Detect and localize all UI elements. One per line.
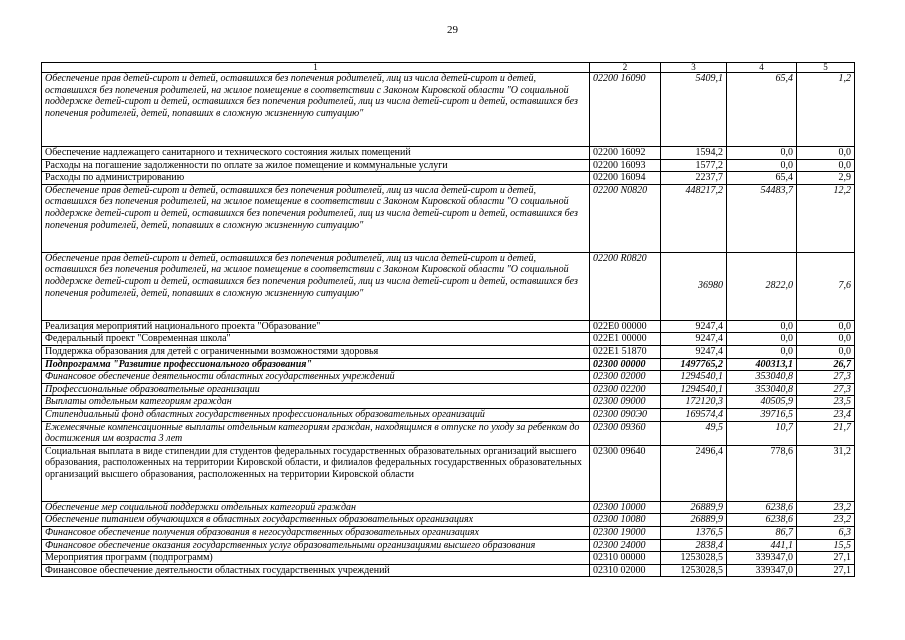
row-description: Обеспечение мер социальной поддержки отдельных категорий граждан xyxy=(42,501,590,514)
table-row xyxy=(42,73,855,147)
row-actual-value: 441,1 xyxy=(727,539,797,552)
row-percent-value: 0,0 xyxy=(797,159,855,172)
row-percent-value: 27,1 xyxy=(797,564,855,577)
header-col-5: 5 xyxy=(797,63,855,73)
header-col-1: 1 xyxy=(42,63,590,73)
row-description: Обеспечение прав детей-сирот и детей, оставшихся без попечения родителей, лиц из числа детей-сирот и детей, оставшихся без попечения родителей, на жилое помещение в соответствии с Законом Кировской области "О социальной поддержке детей-сирот и детей, оставшихся без попечения родителей, лиц из числа детей-сирот и детей, оставшихся без попечения родителей, детей, попавших в сложную жизненную ситуацию" xyxy=(42,184,590,252)
row-planned-value: 49,5 xyxy=(661,421,727,445)
row-code: 022E0 00000 xyxy=(590,320,661,333)
table-row xyxy=(42,564,855,577)
row-percent-value: 0,0 xyxy=(797,333,855,346)
row-description: Обеспечение надлежащего санитарного и технического состояния жилых помещений xyxy=(42,147,590,160)
row-percent-value: 31,2 xyxy=(797,445,855,501)
row-actual-value: 353040,8 xyxy=(727,383,797,396)
row-description: Социальная выплата в виде стипендии для студентов федеральных государственных образовательных организаций высшего образования, расположенных на территории Кировской области, и филиалов федеральных государственных образовательных организаций высшего образования, расположенных на территории Кировской области xyxy=(42,445,590,501)
row-actual-value: 400313,1 xyxy=(727,358,797,371)
row-code: 02310 02000 xyxy=(590,564,661,577)
row-code: 022E1 00000 xyxy=(590,333,661,346)
row-description: Профессиональные образовательные организации xyxy=(42,383,590,396)
row-code: 02200 N0820 xyxy=(590,184,661,252)
row-code: 02300 09000 xyxy=(590,396,661,409)
row-code: 02300 00000 xyxy=(590,358,661,371)
table-row xyxy=(42,159,855,172)
row-description: Выплаты отдельным категориям граждан xyxy=(42,396,590,409)
row-actual-value: 6238,6 xyxy=(727,501,797,514)
row-actual-value: 0,0 xyxy=(727,159,797,172)
row-description: Поддержка образования для детей с ограниченными возможностями здоровья xyxy=(42,345,590,358)
row-description: Финансовое обеспечение деятельности областных государственных учреждений xyxy=(42,371,590,384)
table-row xyxy=(42,147,855,160)
row-code: 02310 00000 xyxy=(590,552,661,565)
row-description: Реализация мероприятий национального проекта "Образование" xyxy=(42,320,590,333)
row-description: Расходы по администрированию xyxy=(42,172,590,185)
row-planned-value: 169574,4 xyxy=(661,408,727,421)
row-code: 022E1 51870 xyxy=(590,345,661,358)
row-percent-value: 0,0 xyxy=(797,320,855,333)
row-planned-value: 1577,2 xyxy=(661,159,727,172)
row-code: 02300 02000 xyxy=(590,371,661,384)
table-row xyxy=(42,421,855,445)
row-percent-value: 12,2 xyxy=(797,184,855,252)
table-row xyxy=(42,320,855,333)
budget-table xyxy=(41,62,855,577)
row-code: 02300 10080 xyxy=(590,514,661,527)
row-planned-value: 1497765,2 xyxy=(661,358,727,371)
row-planned-value: 172120,3 xyxy=(661,396,727,409)
row-actual-value: 778,6 xyxy=(727,445,797,501)
row-code: 02300 19000 xyxy=(590,526,661,539)
row-description: Стипендиальный фонд областных государственных профессиональных образовательных организаций xyxy=(42,408,590,421)
row-percent-value: 1,2 xyxy=(797,73,855,147)
table-row xyxy=(42,371,855,384)
table-row xyxy=(42,552,855,565)
table-row xyxy=(42,501,855,514)
row-planned-value: 26889,9 xyxy=(661,514,727,527)
row-percent-value: 27,3 xyxy=(797,371,855,384)
row-actual-value: 65,4 xyxy=(727,73,797,147)
table-row xyxy=(42,445,855,501)
table-row xyxy=(42,333,855,346)
row-percent-value: 7,6 xyxy=(797,252,855,320)
row-planned-value: 9247,4 xyxy=(661,320,727,333)
table-row xyxy=(42,396,855,409)
row-description: Мероприятия программ (подпрограмм) xyxy=(42,552,590,565)
row-planned-value: 2838,4 xyxy=(661,539,727,552)
row-percent-value: 15,5 xyxy=(797,539,855,552)
row-planned-value: 448217,2 xyxy=(661,184,727,252)
row-percent-value: 2,9 xyxy=(797,172,855,185)
row-actual-value: 86,7 xyxy=(727,526,797,539)
row-code: 02200 16093 xyxy=(590,159,661,172)
row-code: 02300 09360 xyxy=(590,421,661,445)
row-code: 02200 R0820 xyxy=(590,252,661,320)
row-planned-value: 1294540,1 xyxy=(661,383,727,396)
row-percent-value: 27,1 xyxy=(797,552,855,565)
row-percent-value: 6,3 xyxy=(797,526,855,539)
row-description: Федеральный проект "Современная школа" xyxy=(42,333,590,346)
row-percent-value: 23,2 xyxy=(797,501,855,514)
row-actual-value: 339347,0 xyxy=(727,564,797,577)
row-actual-value: 10,7 xyxy=(727,421,797,445)
page-number: 29 xyxy=(447,24,458,36)
row-planned-value: 5409,1 xyxy=(661,73,727,147)
row-actual-value: 0,0 xyxy=(727,147,797,160)
row-code: 02200 16092 xyxy=(590,147,661,160)
row-planned-value: 1594,2 xyxy=(661,147,727,160)
row-planned-value: 1376,5 xyxy=(661,526,727,539)
row-percent-value: 23,5 xyxy=(797,396,855,409)
row-planned-value: 36980 xyxy=(661,252,727,320)
table-row xyxy=(42,383,855,396)
row-planned-value: 2496,4 xyxy=(661,445,727,501)
table-row xyxy=(42,172,855,185)
row-code: 02300 02200 xyxy=(590,383,661,396)
row-description: Обеспечение прав детей-сирот и детей, оставшихся без попечения родителей, лиц из числа детей-сирот и детей, оставшихся без попечения родителей, на жилое помещение в соответствии с Законом Кировской области "О социальной поддержке детей-сирот и детей, оставшихся без попечения родителей, лиц из числа детей-сирот и детей, оставшихся без попечения родителей, детей, попавших в сложную жизненную ситуацию" xyxy=(42,252,590,320)
row-percent-value: 23,2 xyxy=(797,514,855,527)
row-actual-value: 65,4 xyxy=(727,172,797,185)
row-percent-value: 26,7 xyxy=(797,358,855,371)
row-code: 02300 24000 xyxy=(590,539,661,552)
row-actual-value: 353040,8 xyxy=(727,371,797,384)
row-description: Подпрограмма "Развитие профессионального образования" xyxy=(42,358,590,371)
table-row xyxy=(42,539,855,552)
row-actual-value: 40505,9 xyxy=(727,396,797,409)
row-code: 02300 090Э0 xyxy=(590,408,661,421)
row-actual-value: 0,0 xyxy=(727,320,797,333)
row-description: Финансовое обеспечение получения образования в негосударственных образовательных организациях xyxy=(42,526,590,539)
row-code: 02300 10000 xyxy=(590,501,661,514)
row-actual-value: 0,0 xyxy=(727,345,797,358)
row-actual-value: 339347,0 xyxy=(727,552,797,565)
table-row xyxy=(42,252,855,320)
row-planned-value: 9247,4 xyxy=(661,345,727,358)
table-row xyxy=(42,345,855,358)
table-row xyxy=(42,358,855,371)
row-description: Обеспечение питанием обучающихся в областных государственных образовательных организациях xyxy=(42,514,590,527)
row-actual-value: 0,0 xyxy=(727,333,797,346)
table-row xyxy=(42,514,855,527)
row-code: 02200 16094 xyxy=(590,172,661,185)
row-percent-value: 21,7 xyxy=(797,421,855,445)
table-row xyxy=(42,408,855,421)
row-description: Обеспечение прав детей-сирот и детей, оставшихся без попечения родителей, лиц из числа детей-сирот и детей, оставшихся без попечения родителей, на жилое помещение в соответствии с Законом Кировской области "О социальной поддержке детей-сирот и детей, оставшихся без попечения родителей, лиц из числа детей-сирот и детей, оставшихся без попечения родителей, детей, попавших в сложную жизненную ситуацию" xyxy=(42,73,590,147)
row-percent-value: 23,4 xyxy=(797,408,855,421)
row-planned-value: 9247,4 xyxy=(661,333,727,346)
row-percent-value: 27,3 xyxy=(797,383,855,396)
header-col-3: 3 xyxy=(661,63,727,73)
row-planned-value: 1253028,5 xyxy=(661,552,727,565)
row-planned-value: 1253028,5 xyxy=(661,564,727,577)
row-actual-value: 54483,7 xyxy=(727,184,797,252)
row-description: Финансовое обеспечение деятельности областных государственных учреждений xyxy=(42,564,590,577)
row-code: 02300 09640 xyxy=(590,445,661,501)
row-actual-value: 6238,6 xyxy=(727,514,797,527)
table-row xyxy=(42,526,855,539)
row-code: 02200 16090 xyxy=(590,73,661,147)
table-row xyxy=(42,184,855,252)
row-description: Ежемесячные компенсационные выплаты отдельным категориям граждан, находящимся в отпуске по уходу за ребенком до достижения им возраста 3 лет xyxy=(42,421,590,445)
row-description: Финансовое обеспечение оказания государственных услуг образовательными организациями высшего образования xyxy=(42,539,590,552)
table-header-row xyxy=(42,63,855,73)
row-description: Расходы на погашение задолженности по оплате за жилое помещение и коммунальные услуги xyxy=(42,159,590,172)
header-col-4: 4 xyxy=(727,63,797,73)
row-planned-value: 2237,7 xyxy=(661,172,727,185)
row-percent-value: 0,0 xyxy=(797,345,855,358)
header-col-2: 2 xyxy=(590,63,661,73)
row-actual-value: 2822,0 xyxy=(727,252,797,320)
row-planned-value: 26889,9 xyxy=(661,501,727,514)
row-actual-value: 39716,5 xyxy=(727,408,797,421)
row-planned-value: 1294540,1 xyxy=(661,371,727,384)
row-percent-value: 0,0 xyxy=(797,147,855,160)
